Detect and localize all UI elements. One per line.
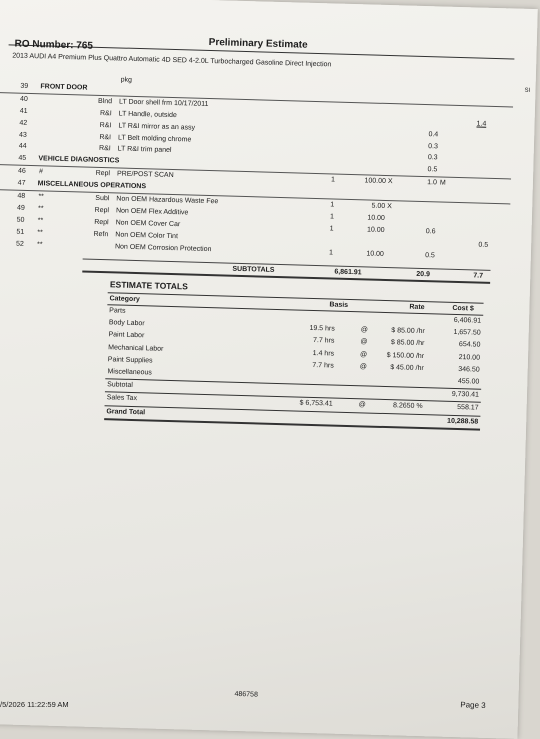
- totals-category: Paint Supplies: [107, 356, 153, 365]
- line-labor: 0.5: [425, 251, 435, 259]
- line-number: 49: [16, 204, 25, 212]
- subtotal-cost: 9,730.41: [451, 391, 480, 399]
- line-number: 39: [20, 82, 29, 90]
- totals-basis-hours: 7.7 hrs: [312, 361, 334, 370]
- line-quantity: 1: [330, 176, 336, 184]
- line-mark: **: [37, 228, 43, 237]
- line-mark: **: [37, 217, 44, 225]
- totals-rate: $ 85.00 /hr: [391, 327, 425, 336]
- line-mark: #: [38, 168, 44, 176]
- totals-rows: [105, 305, 483, 389]
- line-price: 5.00: [371, 202, 386, 210]
- line-operation: Repl: [94, 218, 109, 227]
- line-operation: Repl: [94, 206, 110, 215]
- line-operation: R&I: [99, 109, 112, 118]
- totals-category: Body Labor: [108, 319, 145, 328]
- totals-rate: $ 150.00 /hr: [386, 351, 425, 360]
- section-title: MISCELLANEOUS OPERATIONS: [37, 180, 147, 191]
- line-number: 44: [18, 143, 27, 151]
- line-operation: R&I: [99, 133, 112, 141]
- subtotal-label: Subtotal: [107, 381, 133, 390]
- line-number: 51: [16, 228, 25, 236]
- line-number: 45: [18, 155, 27, 163]
- line-description: Non OEM Hazardous Waste Fee: [116, 195, 219, 206]
- totals-category: Miscellaneous: [107, 368, 152, 377]
- line-x-flag: X: [387, 178, 393, 186]
- line-description: LT Door shell frm 10/17/2011: [118, 98, 209, 108]
- line-operation: Refn: [93, 230, 109, 238]
- line-labor: 0.4: [428, 130, 439, 139]
- subtotals-paint: 7.7: [473, 272, 484, 280]
- grand-total-label: Grand Total: [106, 407, 146, 416]
- line-operation: Blnd: [97, 97, 113, 106]
- totals-at-sign: @: [359, 363, 367, 371]
- line-description: Non OEM Color Tint: [115, 231, 179, 240]
- section-title: VEHICLE DIAGNOSTICS: [38, 155, 120, 165]
- totals-rate: $ 45.00 /hr: [390, 363, 424, 372]
- subtotals-amount: 6,861.91: [334, 268, 362, 277]
- line-number: 46: [17, 167, 26, 176]
- line-number: 42: [19, 119, 28, 127]
- line-description: LT Belt molding chrome: [117, 134, 192, 144]
- sales-tax-at: @: [358, 401, 366, 409]
- line-number: 50: [16, 216, 25, 224]
- page-title: Preliminary Estimate: [208, 36, 308, 51]
- line-description: PRE/POST SCAN: [116, 170, 174, 180]
- line-labor: 0.3: [428, 142, 439, 150]
- line-number: 47: [17, 179, 26, 188]
- line-number: 40: [19, 95, 28, 103]
- col-category: Category: [109, 295, 140, 304]
- totals-category: Mechanical Labor: [108, 343, 164, 353]
- totals-cost: 6,406.91: [453, 316, 482, 325]
- line-operation: R&I: [99, 121, 112, 129]
- line-paint: 0.5: [478, 241, 489, 249]
- line-labor: 0.5: [427, 166, 438, 174]
- subtotals-labor: 20.9: [416, 270, 431, 279]
- line-price: 10.00: [366, 250, 384, 258]
- totals-cost: 210.00: [458, 353, 481, 362]
- pkg-label: pkg: [120, 76, 133, 84]
- line-description: LT R&I mirror as an assy: [118, 122, 196, 132]
- estimate-totals: [104, 279, 484, 430]
- line-number: 43: [18, 131, 27, 139]
- totals-basis-hours: 1.4 hrs: [312, 349, 335, 358]
- line-labor: 1.0: [427, 179, 437, 187]
- line-description: LT Handle, outside: [118, 110, 177, 119]
- totals-cost: 346.50: [458, 365, 480, 374]
- line-labor: 0.6: [425, 227, 436, 236]
- line-quantity: 1: [330, 201, 335, 209]
- totals-cost: 1,657.50: [453, 329, 481, 337]
- line-x-flag: X: [387, 203, 392, 211]
- sales-tax-label: Sales Tax: [106, 394, 138, 403]
- line-m-flag: M: [439, 179, 446, 187]
- line-number: 48: [17, 192, 26, 200]
- col-basis: Basis: [329, 301, 349, 309]
- vehicle-description: 2013 AUDI A4 Premium Plus Quattro Automatic 4D SED 4-2.0L Turbocharged Gasoline Direct Injection: [12, 52, 332, 69]
- line-mark: **: [36, 240, 43, 248]
- line-quantity: 1: [329, 225, 334, 233]
- sales-tax-cost: 558.17: [457, 404, 479, 412]
- totals-category: Parts: [109, 307, 126, 315]
- line-mark: **: [37, 205, 44, 213]
- line-description: Non OEM Corrosion Protection: [114, 243, 212, 253]
- totals-category: Paint Labor: [108, 331, 145, 340]
- col-rate: Rate: [409, 303, 425, 312]
- line-description: LT R&I trim panel: [117, 145, 172, 155]
- line-price: 10.00: [366, 226, 385, 234]
- line-number: 41: [19, 107, 28, 115]
- page-number: Page 3: [460, 700, 486, 710]
- totals-cost: 455.00: [457, 377, 480, 386]
- line-number: 52: [15, 240, 24, 248]
- ro-number: RO Number: 765: [14, 38, 94, 52]
- totals-basis-hours: 7.7 hrs: [312, 337, 335, 345]
- print-datetime: /5/2026 11:22:59 AM: [0, 700, 69, 709]
- sales-tax-basis: $ 6,753.41: [299, 399, 333, 408]
- line-quantity: 1: [329, 213, 335, 221]
- sales-tax-rate: 8.2650 %: [392, 402, 423, 411]
- totals-at-sign: @: [360, 338, 368, 346]
- grand-total-cost: 10,288.58: [447, 417, 479, 426]
- col-cost: Cost $: [452, 304, 474, 313]
- line-description: Non OEM Flex Additive: [115, 207, 189, 217]
- totals-cost: 654.50: [458, 341, 481, 350]
- totals-at-sign: @: [359, 350, 368, 359]
- edge-text-fragment: SI: [524, 87, 531, 94]
- subtotals-label: SUBTOTALS: [232, 265, 275, 274]
- line-operation: Subl: [95, 194, 110, 203]
- totals-rate: $ 85.00 /hr: [390, 339, 425, 348]
- document-id: 486758: [234, 690, 258, 699]
- totals-basis-hours: 19.5 hrs: [309, 325, 335, 333]
- line-price: 10.00: [367, 214, 385, 222]
- line-price: 100.00: [364, 177, 387, 186]
- estimate-lines: [0, 80, 513, 264]
- line-labor: 0.3: [427, 154, 438, 162]
- line-quantity: 1: [328, 248, 334, 257]
- totals-at-sign: @: [360, 326, 368, 334]
- line-operation: Repl: [95, 170, 111, 178]
- line-operation: R&I: [98, 145, 111, 153]
- totals-heading: ESTIMATE TOTALS: [109, 279, 188, 292]
- line-mark: **: [38, 193, 44, 201]
- section-title: FRONT DOOR: [40, 83, 88, 92]
- line-description: Non OEM Cover Car: [115, 219, 181, 229]
- line-labor-link: 1.4: [476, 120, 487, 128]
